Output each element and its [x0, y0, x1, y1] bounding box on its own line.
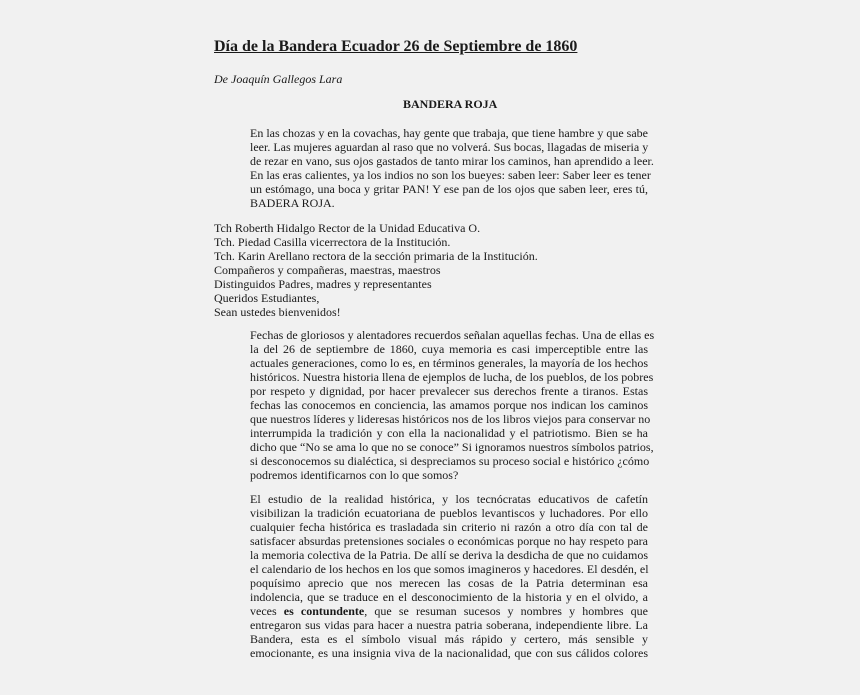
paragraph-line: actuales generaciones, como lo es, en términos generales, la mayoría de los hechos — [250, 356, 648, 370]
paragraph-line: por respeto y dignidad, por hacer prevalecer sus derechos frente a tiranos. Estas — [250, 384, 648, 398]
emphasis-prefix: veces — [250, 604, 284, 618]
paragraph-line: la del 26 de septiembre de 1860, cuya memoria es casi imperceptible entre las — [250, 342, 648, 356]
greeting-line: Tch. Piedad Casilla vicerrectora de la Institución. — [214, 235, 451, 249]
paragraph-line: dicho que “No se ama lo que no se conoce” Si ignoramos nuestros símbolos patrios, — [250, 440, 654, 454]
paragraph-line: Fechas de gloriosos y alentadores recuerdos señalan aquellas fechas. Una de ellas es — [250, 328, 655, 342]
greeting-line: Distinguidos Padres, madres y representantes — [214, 277, 432, 291]
emphasis-suffix: , que se resuman sucesos y nombres y hombres que — [364, 604, 648, 618]
poem-line: leer. Las mujeres aguardan al raso que no volverá. Sus bocas, llagadas de miseria y — [250, 140, 649, 154]
paragraph-line: el calendario de los hechos en los que somos imagineros y hacedores. El desdén, el — [250, 562, 649, 576]
paragraph-2 — [250, 492, 648, 660]
greetings-list — [214, 221, 574, 319]
author-line: De Joaquín Gallegos Lara — [214, 72, 343, 86]
paragraph-line: la memoria colectiva de la Patria. De allí se deriva la desdicha de que no cuidamos — [250, 548, 648, 562]
document-title: Día de la Bandera Ecuador 26 de Septiembre de 1860 — [214, 38, 578, 55]
paragraph-line: que nuestros líderes y lideresas históricos nos de los libros viejos para conservar no — [250, 412, 651, 426]
greeting-line: Tch Roberth Hidalgo Rector de la Unidad Educativa O. — [214, 221, 481, 235]
greeting-line: Tch. Karin Arellano rectora de la sección primaria de la Institución. — [214, 249, 538, 263]
paragraph-line-emphasis — [250, 604, 648, 618]
paragraph-line: podremos identificarnos con lo que somos? — [250, 468, 459, 482]
paragraph-line: si desconocemos su dialéctica, si despreciamos su proceso social e histórico ¿cómo — [250, 454, 650, 468]
poem-line: un estómago, una boca y gritar PAN! Y ese pan de los ojos que saben leer, eres tú, — [250, 182, 648, 196]
greeting-line: Queridos Estudiantes, — [214, 291, 320, 305]
paragraph-line: emocionante, es una insignia viva de la nacionalidad, que con sus cálidos colores — [250, 646, 648, 660]
paragraph-line: cualquier fecha histórica es trasladada sin criterio ni razón a otro día con tal de — [250, 520, 648, 534]
paragraph-line: fechas las conocemos en conciencia, las amamos porque nos indican los caminos — [250, 398, 648, 412]
paragraph-line: poquísimo aprecio que nos merecen las cosas de la Patria determinan esa — [250, 576, 648, 590]
poem-line: BADERA ROJA. — [250, 196, 335, 210]
poem-title: BANDERA ROJA — [403, 97, 498, 111]
paragraph-line: satisfacer absurdas pretensiones sociales o económicas porque no hay respeto para — [250, 534, 648, 548]
poem-line: En las eras calientes, ya los indios no son los bueyes: saben leer: Saber leer es tener — [250, 168, 651, 182]
greeting-line: Compañeros y compañeras, maestras, maestros — [214, 263, 441, 277]
paragraph-line: visibilizan la tradición ecuatoriana de pueblos levantiscos y luchadores. Por ello — [250, 506, 648, 520]
paragraph-line: indolencia, que se traduce en el desconocimiento de la historia y en el olvido, a — [250, 590, 648, 604]
paragraph-line: interrumpida la tradición y con ella la nacionalidad y el patriotismo. Bien se ha — [250, 426, 648, 440]
poem-line: de rezar en vano, sus ojos gastados de tanto mirar los caminos, han aprendido a leer. — [250, 154, 654, 168]
paragraph-line: Bandera, esta es el símbolo visual más rápido y certero, más sensible y — [250, 632, 648, 646]
poem-line: En las chozas y en la covachas, hay gente que trabaja, que tiene hambre y que sabe — [250, 126, 648, 140]
paragraph-line: El estudio de la realidad histórica, y los tecnócratas educativos de cafetín — [250, 492, 648, 506]
emphasis-bold-text: es contundente — [283, 604, 365, 618]
greeting-line: Sean ustedes bienvenidos! — [214, 305, 341, 319]
poem-quote — [250, 126, 654, 210]
paragraph-line: históricos. Nuestra historia llena de ejemplos de lucha, de los pueblos, de los pobres — [250, 370, 654, 384]
paragraph-line: entregaron sus vidas para hacer a nuestra patria soberana, independiente libre. La — [250, 618, 648, 632]
paragraph-1 — [250, 328, 655, 482]
